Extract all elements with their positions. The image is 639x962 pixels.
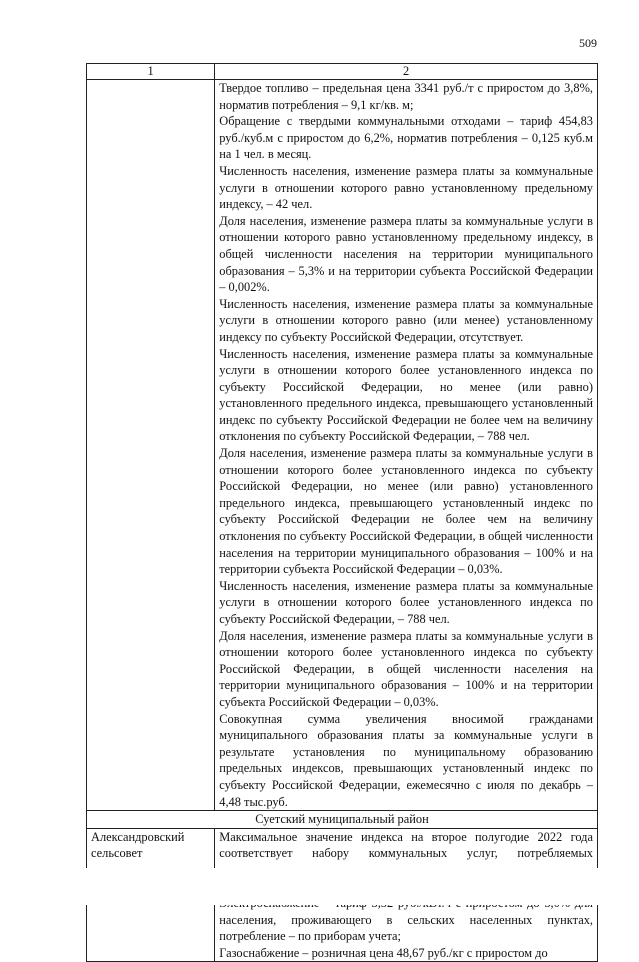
header-col-1: 1 xyxy=(87,64,215,80)
paragraph: Численность населения, изменение размера платы за коммунальные услуги в отношении которого равно установленному предельному индексу, – 42 чел. xyxy=(219,163,593,212)
paragraph: Численность населения, изменение размера платы за коммунальные услуги в отношении которого более установленного индекса по субъекту Российской Федерации, но менее (или равно) установленного предельного индекса, превышающего установленный индекс по субъекту Российской Федерации не более чем на величину отклонения по субъекту Российской Федерации, – 788 чел. xyxy=(219,346,593,444)
paragraph: Максимальное значение индекса на второе полугодие 2022 года соответствует набору коммунальных услуг, потребляемых xyxy=(219,829,593,861)
section-row xyxy=(87,811,598,829)
page-number: 509 xyxy=(579,36,597,50)
municipality-name: Александровский сельсовет xyxy=(87,828,215,962)
paragraph: Доля населения, изменение размера платы за коммунальные услуги в отношении которого более установленного индекса по субъекту Российской Федерации, но менее (или равно) установленного предельного индекса, превышающего установленный индекс по субъекту Российской Федерации не более чем на величину отклонения по субъекту Российской Федерации, в общей численности населения на территории муниципального образования – 100% и на территории субъекта Российской Федерации – 0,03%. xyxy=(219,446,593,577)
section-title: Суетский муниципальный район xyxy=(87,811,598,829)
page-bottom-margin xyxy=(0,868,639,905)
paragraph: населения, проживающего в сельских населенных пунктах, потребление – по приборам учета; xyxy=(219,912,593,944)
paragraph: Доля населения, изменение размера платы за коммунальные услуги в отношении которого более установленного индекса по субъекту Российской Федерации, в общей численности населения на территории муниципального образования – 100% и на территории субъекта Российской Федерации – 0,03%. xyxy=(219,628,593,709)
paragraph: Обращение с твердыми коммунальными отходами – тариф 454,83 руб./куб.м с приростом до 6,2%, норматив потребления – 0,125 куб.м на 1 чел. в месяц. xyxy=(219,114,593,162)
paragraph: Газоснабжение – розничная цена 48,67 руб./кг с приростом до xyxy=(219,945,548,960)
empty-name-cell xyxy=(87,80,215,811)
table-header-row xyxy=(87,64,598,80)
table-row xyxy=(87,80,598,811)
paragraph: Численность населения, изменение размера платы за коммунальные услуги в отношении которого более установленного индекса по субъекту Российской Федерации, – 788 чел. xyxy=(219,578,593,626)
paragraph: Численность населения, изменение размера платы за коммунальные услуги в отношении которого равно (или менее) установленному индексу по субъекту Российской Федерации, отсутствует. xyxy=(219,296,593,344)
content-cell xyxy=(215,80,598,811)
header-col-2: 2 xyxy=(215,64,598,80)
paragraph: Доля населения, изменение размера платы за коммунальные услуги в отношении которого равно установленному предельному индексу, в общей численности населения на территории муниципального образования – 5,3% и на территории субъекта Российской Федерации – 0,002%. xyxy=(219,213,593,295)
main-table xyxy=(86,63,598,962)
paragraph: Твердое топливо – предельная цена 3341 руб./т с приростом до 3,8%, норматив потребления – 9,1 кг/кв. м; xyxy=(219,81,593,112)
paragraph: Совокупная сумма увеличения вносимой гражданами муниципального образования платы за коммунальные услуги в результате установления по муниципальному образованию предельных индексов, превышающих установленный индекс по субъекту Российской Федерации, ежемесячно с июля по декабрь – 4,48 тыс.руб. xyxy=(219,711,593,809)
